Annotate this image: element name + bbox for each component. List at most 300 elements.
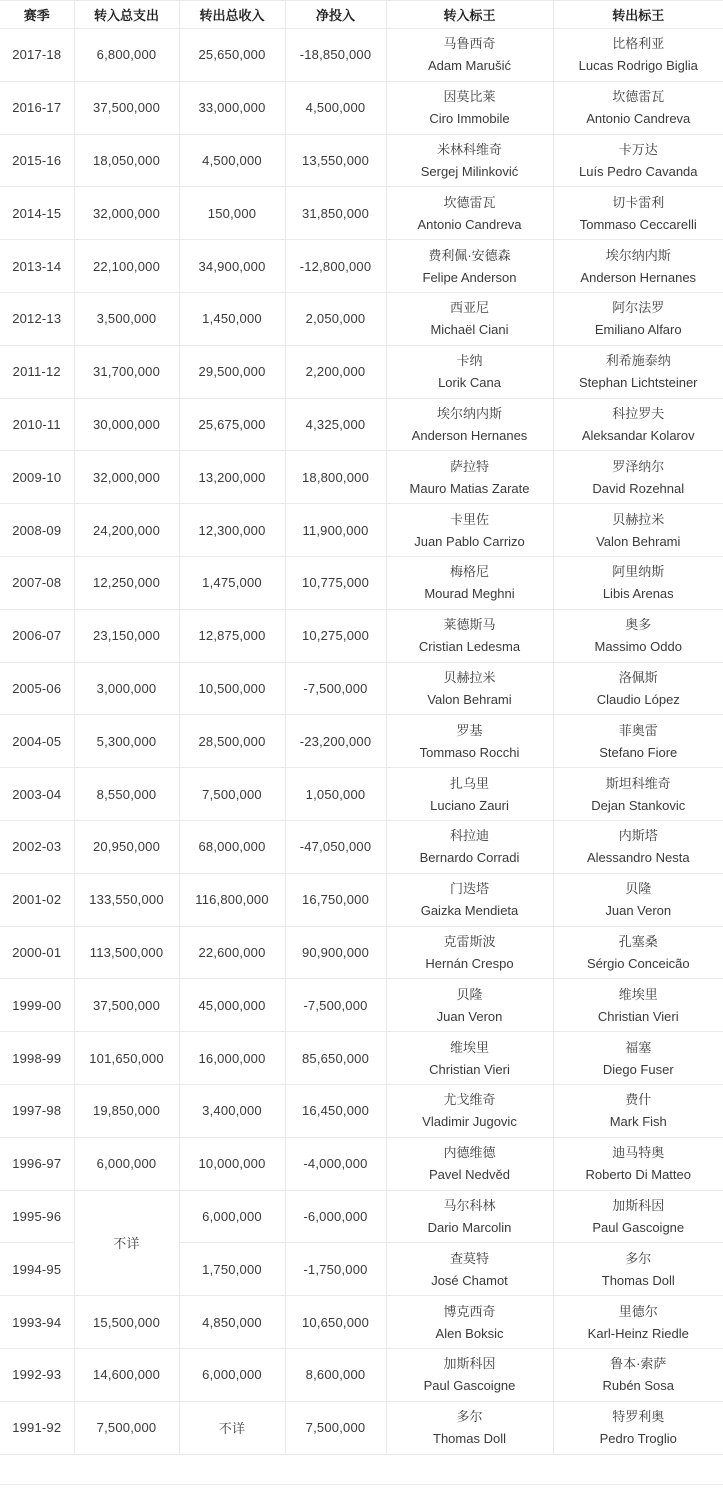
net-spend-cell: 85,650,000: [285, 1032, 386, 1085]
table-row: [0, 345, 723, 398]
top-signing-cell: [386, 1084, 553, 1137]
top-sale-cell: [553, 715, 723, 768]
player-name-block: [554, 1146, 723, 1181]
top-sale-cell: [553, 556, 723, 609]
top-sale-cell: [553, 1190, 723, 1243]
top-sale-name-cn: 卡万达: [618, 141, 658, 157]
season-cell: 2012-13: [0, 292, 74, 345]
top-sale-cell: [553, 29, 723, 82]
top-signing-name-en: Mourad Meghni: [424, 586, 515, 602]
top-signing-name-cn: 科拉迪: [449, 828, 489, 844]
transfer-out-total-cell: 12,300,000: [179, 504, 285, 557]
season-cell: 2001-02: [0, 873, 74, 926]
top-sale-name-en: Dejan Stankovic: [591, 797, 686, 813]
player-name-block: [387, 1410, 553, 1445]
top-sale-name-en: Libis Arenas: [602, 586, 674, 602]
top-signing-name-en: Juan Veron: [436, 1008, 503, 1024]
table-row: [0, 292, 723, 345]
transfer-in-total-cell: 32,000,000: [74, 451, 179, 504]
transfer-out-total-cell: 不详: [179, 1401, 285, 1454]
top-sale-name-en: Antonio Candreva: [586, 111, 691, 127]
transfer-out-total-cell: 3,400,000: [179, 1084, 285, 1137]
top-signing-name-cn: 卡纳: [456, 353, 483, 369]
net-spend-cell: 4,325,000: [285, 398, 386, 451]
top-signing-name-en: Luciano Zauri: [430, 797, 509, 813]
season-cell: 2013-14: [0, 240, 74, 293]
net-spend-cell: -12,800,000: [285, 240, 386, 293]
table-body: [0, 29, 723, 1455]
top-sale-cell: [553, 873, 723, 926]
top-signing-name-en: Gaizka Mendieta: [420, 903, 519, 919]
transfer-in-total-cell: 7,500,000: [74, 1401, 179, 1454]
top-sale-name-cn: 贝赫拉米: [612, 511, 665, 527]
top-sale-cell: [553, 134, 723, 187]
transfer-in-total-cell: 32,000,000: [74, 187, 179, 240]
transfer-in-total-cell: 15,500,000: [74, 1296, 179, 1349]
top-signing-cell: [386, 1190, 553, 1243]
season-cell: 2004-05: [0, 715, 74, 768]
player-name-block: [387, 777, 553, 812]
top-sale-name-en: Massimo Oddo: [594, 639, 682, 655]
top-signing-cell: [386, 1348, 553, 1401]
transfer-in-total-cell: 20,950,000: [74, 820, 179, 873]
net-spend-cell: -7,500,000: [285, 662, 386, 715]
top-sale-cell: [553, 1348, 723, 1401]
transfer-out-total-cell: 12,875,000: [179, 609, 285, 662]
transfer-in-total-cell: 12,250,000: [74, 556, 179, 609]
player-name-block: [387, 1146, 553, 1181]
top-signing-name-cn: 门迭塔: [449, 881, 489, 897]
transfer-out-total-cell: 6,000,000: [179, 1348, 285, 1401]
top-sale-name-cn: 内斯塔: [618, 828, 658, 844]
top-sale-name-en: Claudio López: [596, 691, 680, 707]
top-signing-cell: [386, 292, 553, 345]
table-row: [0, 451, 723, 504]
season-cell: 2003-04: [0, 768, 74, 821]
top-signing-name-cn: 克雷斯波: [443, 933, 496, 949]
column-header-net-spend: 净投入: [285, 1, 386, 29]
net-spend-cell: -4,000,000: [285, 1137, 386, 1190]
top-sale-name-cn: 比格利亚: [612, 36, 665, 52]
table-row: [0, 1190, 723, 1243]
net-spend-cell: 10,775,000: [285, 556, 386, 609]
player-name-block: [387, 1093, 553, 1128]
top-sale-name-en: Juan Veron: [605, 903, 672, 919]
top-sale-cell: [553, 187, 723, 240]
top-sale-name-en: Alessandro Nesta: [586, 850, 690, 866]
net-spend-cell: 16,750,000: [285, 873, 386, 926]
transfer-out-total-cell: 1,450,000: [179, 292, 285, 345]
player-name-block: [554, 513, 723, 548]
transfer-in-total-cell: 3,500,000: [74, 292, 179, 345]
top-signing-name-en: Ciro Immobile: [429, 111, 510, 127]
player-name-block: [554, 1305, 723, 1340]
top-signing-cell: [386, 29, 553, 82]
top-signing-cell: [386, 240, 553, 293]
top-sale-name-en: Pedro Troglio: [599, 1431, 677, 1447]
top-sale-cell: [553, 292, 723, 345]
top-sale-name-cn: 坎德雷瓦: [612, 89, 665, 105]
top-sale-name-cn: 奥多: [625, 617, 652, 633]
player-name-block: [387, 1305, 553, 1340]
top-signing-cell: [386, 134, 553, 187]
transfer-out-total-cell: 13,200,000: [179, 451, 285, 504]
net-spend-cell: 2,050,000: [285, 292, 386, 345]
top-sale-cell: [553, 1137, 723, 1190]
net-spend-cell: 90,900,000: [285, 926, 386, 979]
top-signing-name-en: Lorik Cana: [438, 375, 501, 391]
net-spend-cell: -23,200,000: [285, 715, 386, 768]
top-signing-cell: [386, 451, 553, 504]
top-signing-name-cn: 因莫比莱: [443, 89, 496, 105]
top-signing-name-cn: 加斯科因: [443, 1356, 496, 1372]
top-sale-name-en: Paul Gascoigne: [592, 1219, 685, 1235]
transfer-out-total-cell: 1,750,000: [179, 1243, 285, 1296]
top-signing-name-cn: 贝隆: [456, 986, 483, 1002]
top-sale-cell: [553, 979, 723, 1032]
player-name-block: [554, 671, 723, 706]
table-row: [0, 873, 723, 926]
transfer-in-total-cell: 133,550,000: [74, 873, 179, 926]
player-name-block: [554, 777, 723, 812]
top-signing-cell: [386, 398, 553, 451]
season-cell: 1991-92: [0, 1401, 74, 1454]
top-signing-name-cn: 西亚尼: [449, 300, 489, 316]
player-name-block: [387, 935, 553, 970]
table-row: [0, 1137, 723, 1190]
season-cell: 2000-01: [0, 926, 74, 979]
top-signing-cell: [386, 345, 553, 398]
top-sale-name-cn: 加斯科因: [612, 1197, 665, 1213]
transfer-out-total-cell: 22,600,000: [179, 926, 285, 979]
top-signing-name-en: Bernardo Corradi: [419, 850, 520, 866]
table-row: [0, 1348, 723, 1401]
top-signing-name-cn: 维埃里: [449, 1039, 489, 1055]
top-signing-name-en: Adam Marušić: [427, 58, 512, 74]
top-signing-name-en: Mauro Matias Zarate: [409, 480, 530, 496]
top-signing-cell: [386, 1401, 553, 1454]
top-sale-name-cn: 洛佩斯: [618, 669, 658, 685]
top-signing-name-en: Michaël Ciani: [430, 322, 509, 338]
top-signing-cell: [386, 873, 553, 926]
player-name-block: [554, 618, 723, 653]
transfer-in-total-cell: 101,650,000: [74, 1032, 179, 1085]
player-name-block: [387, 882, 553, 917]
table-header: [0, 1, 723, 29]
top-sale-cell: [553, 768, 723, 821]
table-row: [0, 979, 723, 1032]
player-name-block: [554, 143, 723, 178]
top-sale-name-en: Emiliano Alfaro: [594, 322, 682, 338]
transfer-in-total-cell: 22,100,000: [74, 240, 179, 293]
top-signing-name-cn: 坎德雷瓦: [443, 194, 496, 210]
season-cell: 1994-95: [0, 1243, 74, 1296]
net-spend-cell: 31,850,000: [285, 187, 386, 240]
player-name-block: [387, 143, 553, 178]
top-signing-name-cn: 贝赫拉米: [443, 669, 496, 685]
top-signing-name-en: Antonio Candreva: [417, 216, 522, 232]
net-spend-cell: 10,650,000: [285, 1296, 386, 1349]
season-cell: 1993-94: [0, 1296, 74, 1349]
top-sale-name-en: Karl-Heinz Riedle: [587, 1325, 689, 1341]
top-signing-name-en: Anderson Hernanes: [411, 427, 528, 443]
table-row: [0, 81, 723, 134]
table-row: [0, 504, 723, 557]
player-name-block: [387, 1357, 553, 1392]
net-spend-cell: -1,750,000: [285, 1243, 386, 1296]
player-name-block: [387, 671, 553, 706]
transfer-out-total-cell: 28,500,000: [179, 715, 285, 768]
season-cell: 2008-09: [0, 504, 74, 557]
top-signing-name-en: Cristian Ledesma: [418, 639, 521, 655]
season-cell: 1992-93: [0, 1348, 74, 1401]
table-row: [0, 29, 723, 82]
top-sale-name-cn: 福塞: [625, 1039, 652, 1055]
column-header-transfer-out-total: 转出总收入: [179, 1, 285, 29]
top-signing-name-en: Sergej Milinković: [420, 163, 519, 179]
table-row: [0, 187, 723, 240]
table-row: [0, 662, 723, 715]
top-signing-name-cn: 梅格尼: [449, 564, 489, 580]
net-spend-cell: -7,500,000: [285, 979, 386, 1032]
player-name-block: [387, 460, 553, 495]
top-sale-name-cn: 鲁本·索萨: [610, 1356, 667, 1372]
player-name-block: [387, 354, 553, 389]
top-sale-cell: [553, 820, 723, 873]
top-signing-name-cn: 埃尔纳内斯: [436, 405, 502, 421]
top-signing-name-en: Juan Pablo Carrizo: [414, 533, 525, 549]
header-row: [0, 1, 723, 29]
top-sale-name-cn: 切卡雷利: [612, 194, 665, 210]
top-signing-cell: [386, 979, 553, 1032]
top-signing-name-en: Felipe Anderson: [422, 269, 517, 285]
transfer-in-total-cell: 5,300,000: [74, 715, 179, 768]
top-signing-name-en: Valon Behrami: [427, 691, 512, 707]
net-spend-cell: 7,500,000: [285, 1401, 386, 1454]
top-signing-name-en: Alen Boksic: [435, 1325, 504, 1341]
table-row: [0, 926, 723, 979]
player-name-block: [554, 249, 723, 284]
top-signing-name-cn: 尤戈维奇: [443, 1092, 496, 1108]
transfer-out-total-cell: 150,000: [179, 187, 285, 240]
transfer-out-total-cell: 6,000,000: [179, 1190, 285, 1243]
player-name-block: [387, 565, 553, 600]
top-sale-name-en: David Rozehnal: [592, 480, 685, 496]
net-spend-cell: -18,850,000: [285, 29, 386, 82]
top-sale-name-en: Luís Pedro Cavanda: [578, 163, 698, 179]
top-sale-name-cn: 特罗利奥: [612, 1409, 665, 1425]
top-sale-cell: [553, 1032, 723, 1085]
player-name-block: [387, 407, 553, 442]
table-row: [0, 609, 723, 662]
transfer-out-total-cell: 1,475,000: [179, 556, 285, 609]
top-signing-cell: [386, 609, 553, 662]
transfer-out-total-cell: 10,000,000: [179, 1137, 285, 1190]
transfer-out-total-cell: 25,650,000: [179, 29, 285, 82]
top-signing-name-en: Paul Gascoigne: [423, 1378, 516, 1394]
top-sale-name-cn: 菲奥雷: [618, 722, 658, 738]
season-cell: 2006-07: [0, 609, 74, 662]
net-spend-cell: 2,200,000: [285, 345, 386, 398]
player-name-block: [387, 513, 553, 548]
player-name-block: [554, 1041, 723, 1076]
top-sale-name-cn: 斯坦科维奇: [605, 775, 671, 791]
transfer-in-total-cell: 24,200,000: [74, 504, 179, 557]
season-cell: 2011-12: [0, 345, 74, 398]
transfer-out-total-cell: 45,000,000: [179, 979, 285, 1032]
top-sale-name-en: Stefano Fiore: [599, 744, 678, 760]
table-row: [0, 134, 723, 187]
top-signing-name-en: Dario Marcolin: [427, 1219, 512, 1235]
player-name-block: [387, 301, 553, 336]
top-sale-name-cn: 阿里纳斯: [612, 564, 665, 580]
player-name-block: [387, 724, 553, 759]
table-row: [0, 1032, 723, 1085]
top-signing-cell: [386, 715, 553, 768]
top-sale-cell: [553, 504, 723, 557]
player-name-block: [387, 1252, 553, 1287]
transfer-in-total-cell: 不详: [74, 1190, 179, 1296]
net-spend-cell: -47,050,000: [285, 820, 386, 873]
table-row: [0, 398, 723, 451]
transfer-out-total-cell: 16,000,000: [179, 1032, 285, 1085]
top-sale-name-en: Aleksandar Kolarov: [581, 427, 695, 443]
top-sale-name-en: Tommaso Ceccarelli: [579, 216, 697, 232]
player-name-block: [554, 565, 723, 600]
net-spend-cell: 13,550,000: [285, 134, 386, 187]
top-sale-name-cn: 阿尔法罗: [612, 300, 665, 316]
net-spend-cell: 8,600,000: [285, 1348, 386, 1401]
top-signing-name-cn: 马尔科林: [443, 1197, 496, 1213]
top-sale-name-cn: 里德尔: [618, 1303, 658, 1319]
top-sale-cell: [553, 1243, 723, 1296]
transfer-in-total-cell: 113,500,000: [74, 926, 179, 979]
player-name-block: [387, 829, 553, 864]
top-sale-name-cn: 孔塞桑: [618, 933, 658, 949]
top-signing-name-en: Hernán Crespo: [425, 955, 514, 971]
table-row: [0, 1084, 723, 1137]
season-cell: 2010-11: [0, 398, 74, 451]
column-header-transfer-in-total: 转入总支出: [74, 1, 179, 29]
transfer-in-total-cell: 8,550,000: [74, 768, 179, 821]
top-signing-name-cn: 马鲁西奇: [443, 36, 496, 52]
table-row: [0, 768, 723, 821]
player-name-block: [554, 935, 723, 970]
player-name-block: [554, 90, 723, 125]
top-sale-name-en: Thomas Doll: [601, 1272, 675, 1288]
player-name-block: [554, 1199, 723, 1234]
season-cell: 2016-17: [0, 81, 74, 134]
player-name-block: [387, 1041, 553, 1076]
column-header-top-signing: 转入标王: [386, 1, 553, 29]
table-row: [0, 820, 723, 873]
top-signing-name-cn: 费利佩·安德森: [428, 247, 511, 263]
top-sale-name-cn: 贝隆: [625, 881, 652, 897]
top-sale-name-cn: 费什: [625, 1092, 652, 1108]
top-sale-name-cn: 多尔: [625, 1250, 652, 1266]
net-spend-cell: 18,800,000: [285, 451, 386, 504]
top-signing-name-en: José Chamot: [431, 1272, 508, 1288]
transfer-in-total-cell: 37,500,000: [74, 979, 179, 1032]
top-sale-name-en: Lucas Rodrigo Biglia: [578, 58, 698, 74]
season-cell: 2014-15: [0, 187, 74, 240]
player-name-block: [387, 1199, 553, 1234]
top-sale-name-cn: 利希施泰纳: [605, 353, 671, 369]
top-sale-cell: [553, 609, 723, 662]
player-name-block: [554, 301, 723, 336]
net-spend-cell: -6,000,000: [285, 1190, 386, 1243]
season-cell: 1996-97: [0, 1137, 74, 1190]
transfer-in-total-cell: 31,700,000: [74, 345, 179, 398]
top-sale-name-cn: 科拉罗夫: [612, 405, 665, 421]
transfer-out-total-cell: 116,800,000: [179, 873, 285, 926]
top-signing-cell: [386, 81, 553, 134]
net-spend-cell: 1,050,000: [285, 768, 386, 821]
top-sale-name-en: Mark Fish: [609, 1114, 667, 1130]
transfer-in-total-cell: 30,000,000: [74, 398, 179, 451]
top-sale-cell: [553, 345, 723, 398]
player-name-block: [387, 37, 553, 72]
table-row: [0, 556, 723, 609]
transfer-out-total-cell: 33,000,000: [179, 81, 285, 134]
player-name-block: [554, 354, 723, 389]
top-signing-name-cn: 米林科维奇: [436, 141, 502, 157]
top-sale-cell: [553, 662, 723, 715]
top-signing-name-cn: 扎乌里: [449, 775, 489, 791]
top-sale-name-cn: 埃尔纳内斯: [605, 247, 671, 263]
top-signing-cell: [386, 662, 553, 715]
table-footer-empty-row: [0, 1455, 723, 1485]
top-sale-cell: [553, 81, 723, 134]
top-sale-cell: [553, 451, 723, 504]
table-row: [0, 1401, 723, 1454]
season-cell: 2007-08: [0, 556, 74, 609]
top-signing-name-cn: 查莫特: [449, 1250, 489, 1266]
top-sale-cell: [553, 398, 723, 451]
transfer-in-total-cell: 6,800,000: [74, 29, 179, 82]
transfer-in-total-cell: 37,500,000: [74, 81, 179, 134]
top-sale-cell: [553, 1084, 723, 1137]
top-signing-cell: [386, 1243, 553, 1296]
top-sale-cell: [553, 926, 723, 979]
top-sale-cell: [553, 1296, 723, 1349]
top-sale-cell: [553, 240, 723, 293]
player-name-block: [554, 1252, 723, 1287]
column-header-top-sale: 转出标王: [553, 1, 723, 29]
transfer-in-total-cell: 14,600,000: [74, 1348, 179, 1401]
top-sale-name-cn: 迪马特奥: [612, 1145, 665, 1161]
top-sale-name-en: Rubén Sosa: [602, 1378, 675, 1394]
table-row: [0, 715, 723, 768]
player-name-block: [387, 249, 553, 284]
player-name-block: [554, 829, 723, 864]
player-name-block: [554, 882, 723, 917]
player-name-block: [554, 196, 723, 231]
season-cell: 1998-99: [0, 1032, 74, 1085]
top-signing-cell: [386, 1137, 553, 1190]
top-signing-name-en: Tommaso Rocchi: [419, 744, 520, 760]
top-signing-name-en: Pavel Nedvěd: [429, 1167, 510, 1183]
top-signing-cell: [386, 1032, 553, 1085]
transfer-out-total-cell: 34,900,000: [179, 240, 285, 293]
transfer-out-total-cell: 25,675,000: [179, 398, 285, 451]
top-signing-name-cn: 莱德斯马: [443, 617, 496, 633]
net-spend-cell: 10,275,000: [285, 609, 386, 662]
season-cell: 2015-16: [0, 134, 74, 187]
top-signing-name-cn: 博克西奇: [443, 1303, 496, 1319]
top-signing-cell: [386, 187, 553, 240]
transfer-out-total-cell: 4,850,000: [179, 1296, 285, 1349]
